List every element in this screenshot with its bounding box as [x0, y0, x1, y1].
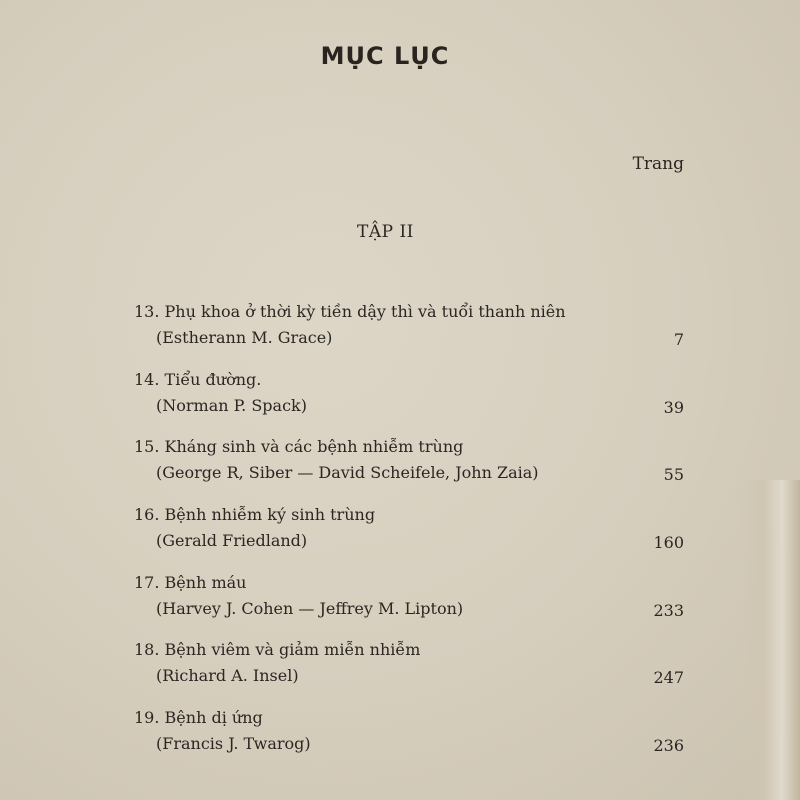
toc-entry-author: (Harvey J. Cohen — Jeffrey M. Lipton)	[156, 598, 464, 618]
toc-entry-author: (Richard A. Insel)	[156, 666, 299, 686]
toc-entry-page: 160	[653, 533, 684, 553]
page-edge-stain	[740, 480, 800, 800]
toc-entry-page: 236	[653, 736, 684, 756]
toc-entry-title: 18. Bệnh viêm và giảm miễn nhiễm	[134, 640, 421, 660]
page-title: MỤC LỤC	[320, 42, 450, 70]
toc-entry	[134, 708, 684, 776]
toc-entry-author: (George R, Siber — David Scheifele, John Zaia)	[156, 463, 539, 483]
toc-entry	[134, 505, 684, 573]
toc-entry-title: 17. Bệnh máu	[134, 572, 247, 592]
toc-entry-author: (Norman P. Spack)	[156, 395, 307, 415]
toc-entry-title: 16. Bệnh nhiễm ký sinh trùng	[134, 505, 376, 525]
toc-entry	[134, 302, 684, 370]
page-column-label: Trang	[632, 154, 684, 174]
table-of-contents	[134, 302, 684, 776]
toc-entry	[134, 640, 684, 708]
toc-entry-author: (Francis J. Twarog)	[156, 734, 311, 754]
toc-entry-author: (Gerald Friedland)	[156, 531, 308, 551]
toc-entry	[134, 370, 684, 438]
toc-entry	[134, 437, 684, 505]
toc-entry-title: 13. Phụ khoa ở thời kỳ tiền dậy thì và tuổi thanh niên	[134, 302, 566, 321]
toc-entry-page: 55	[663, 465, 684, 485]
toc-entry-title: 14. Tiểu đường.	[134, 369, 262, 389]
volume-heading: TẬP II	[357, 222, 414, 242]
toc-entry-author: (Estherann M. Grace)	[156, 328, 333, 347]
toc-entry-page: 233	[653, 600, 684, 620]
toc-entry-page: 7	[673, 330, 684, 349]
toc-entry-page: 247	[653, 668, 684, 688]
toc-entry-title: 15. Kháng sinh và các bệnh nhiễm trùng	[134, 437, 464, 457]
toc-entry-title: 19. Bệnh dị ứng	[134, 708, 263, 728]
toc-entry-page: 39	[663, 397, 684, 417]
toc-entry	[134, 573, 684, 641]
